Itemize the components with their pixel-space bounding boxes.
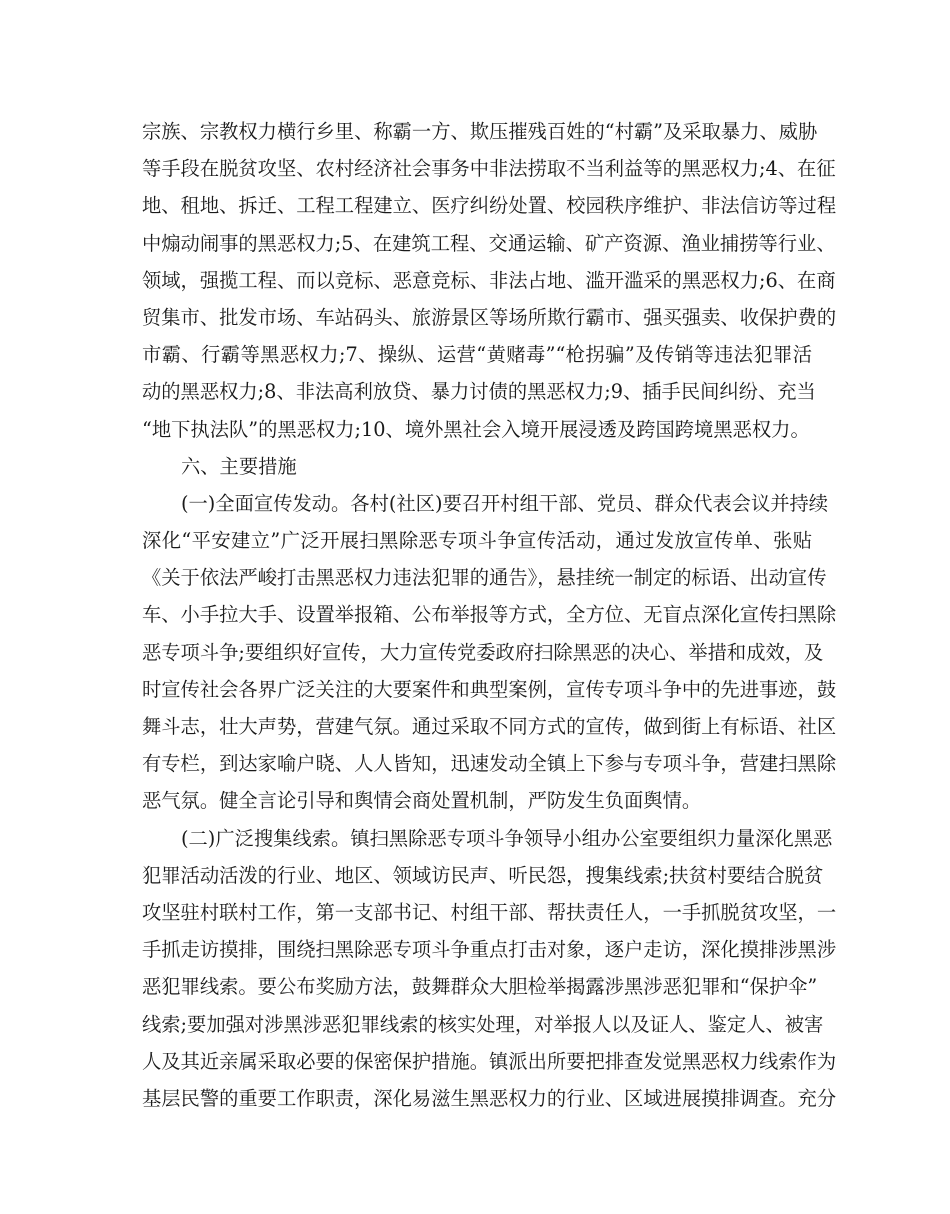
text-line: 舞斗志，壮大声势，营建气氛。通过采取不同方式的宣传，做到街上有标语、社区: [142, 715, 837, 738]
text-line: 等手段在脱贫攻坚、农村经济社会事务中非法捞取不当利益等的黑恶权力;4、在征: [142, 157, 836, 181]
text-line: 中煽动闹事的黑恶权力;5、在建筑工程、交通运输、矿产资源、渔业捕捞等行业、: [142, 231, 836, 255]
text-line: 时宣传社会各界广泛关注的大要案件和典型案例，宣传专项斗争中的先进事迹，鼓: [142, 677, 837, 701]
document-page: [142, 113, 837, 1117]
text-line: 恶气氛。健全言论引导和舆情会商处置机制，严防发生负面舆情。: [142, 789, 702, 813]
text-line: 基层民警的重要工作职责，深化易滋生黑恶权力的行业、区域进展摸排调查。充分: [142, 1086, 837, 1110]
text-line: (一)全面宣传发动。各村(社区)要召开村组干部、党员、群众代表会议并持续: [181, 491, 829, 515]
text-line: 市霸、行霸等黑恶权力;7、操纵、运营“黄赌毒”“枪拐骗”及传销等违法犯罪活: [142, 343, 812, 367]
text-line: 手抓走访摸排，围绕扫黑除恶专项斗争重点打击对象，逐户走访，深化摸排涉黑涉: [142, 938, 837, 962]
text-line: 地、租地、拆迁、工程工程建立、医疗纠纷处置、校园秩序维护、非法信访等过程: [142, 194, 837, 218]
text-line: 恶专项斗争;要组织好宣传，大力宣传党委政府扫除黑恶的决心、举措和成效，及: [142, 640, 824, 664]
text-line: 人及其近亲属采取必要的保密保护措施。镇派出所要把排查发觉黑恶权力线索作为: [142, 1049, 837, 1073]
text-line: 领域，强揽工程、而以竞标、恶意竞标、非法占地、滥开滥采的黑恶权力;6、在商: [142, 268, 836, 292]
text-line: 线索;要加强对涉黑涉恶犯罪线索的核实处理，对举报人以及证人、鉴定人、被害: [142, 1012, 824, 1036]
text-line: 攻坚驻村联村工作，第一支部书记、村组干部、帮扶责任人，一手抓脱贫攻坚，一: [142, 900, 837, 924]
text-line: 有专栏，到达家喻户晓、人人皆知，迅速发动全镇上下参与专项斗争，营建扫黑除: [142, 752, 837, 776]
text-line: 车、小手拉大手、设置举报箱、公布举报等方式，全方位、无盲点深化宣传扫黑除: [142, 603, 837, 627]
text-line: (二)广泛搜集线索。镇扫黑除恶专项斗争领导小组办公室要组织力量深化黑恶: [181, 826, 833, 850]
text-line: 六、主要措施: [181, 454, 297, 478]
text-line: 深化“平安建立”广泛开展扫黑除恶专项斗争宣传活动，通过发放宣传单、张贴: [142, 529, 812, 553]
text-line: 动的黑恶权力;8、非法高利放贷、暴力讨债的黑恶权力;9、插手民间纠纷、充当: [142, 380, 816, 404]
text-line: 宗族、宗教权力横行乡里、称霸一方、欺压摧残百姓的“村霸”及采取暴力、威胁: [142, 120, 818, 143]
text-line: 贸集市、批发市场、车站码头、旅游景区等场所欺行霸市、强买强卖、收保护费的: [142, 305, 837, 329]
text-line: “地下执法队”的黑恶权力;10、境外黑社会入境开展浸透及跨国跨境黑恶权力。: [142, 417, 810, 441]
text-line: 恶犯罪线索。要公布奖励方法，鼓舞群众大胆检举揭露涉黑涉恶犯罪和“保护伞”: [142, 975, 818, 999]
text-line: 犯罪活动活泼的行业、地区、领域访民声、听民怨，搜集线索;扶贫村要结合脱贫: [142, 863, 824, 887]
text-line: 《关于依法严峻打击黑恶权力违法犯罪的通告》，悬挂统一制定的标语、出动宣传: [142, 566, 827, 590]
